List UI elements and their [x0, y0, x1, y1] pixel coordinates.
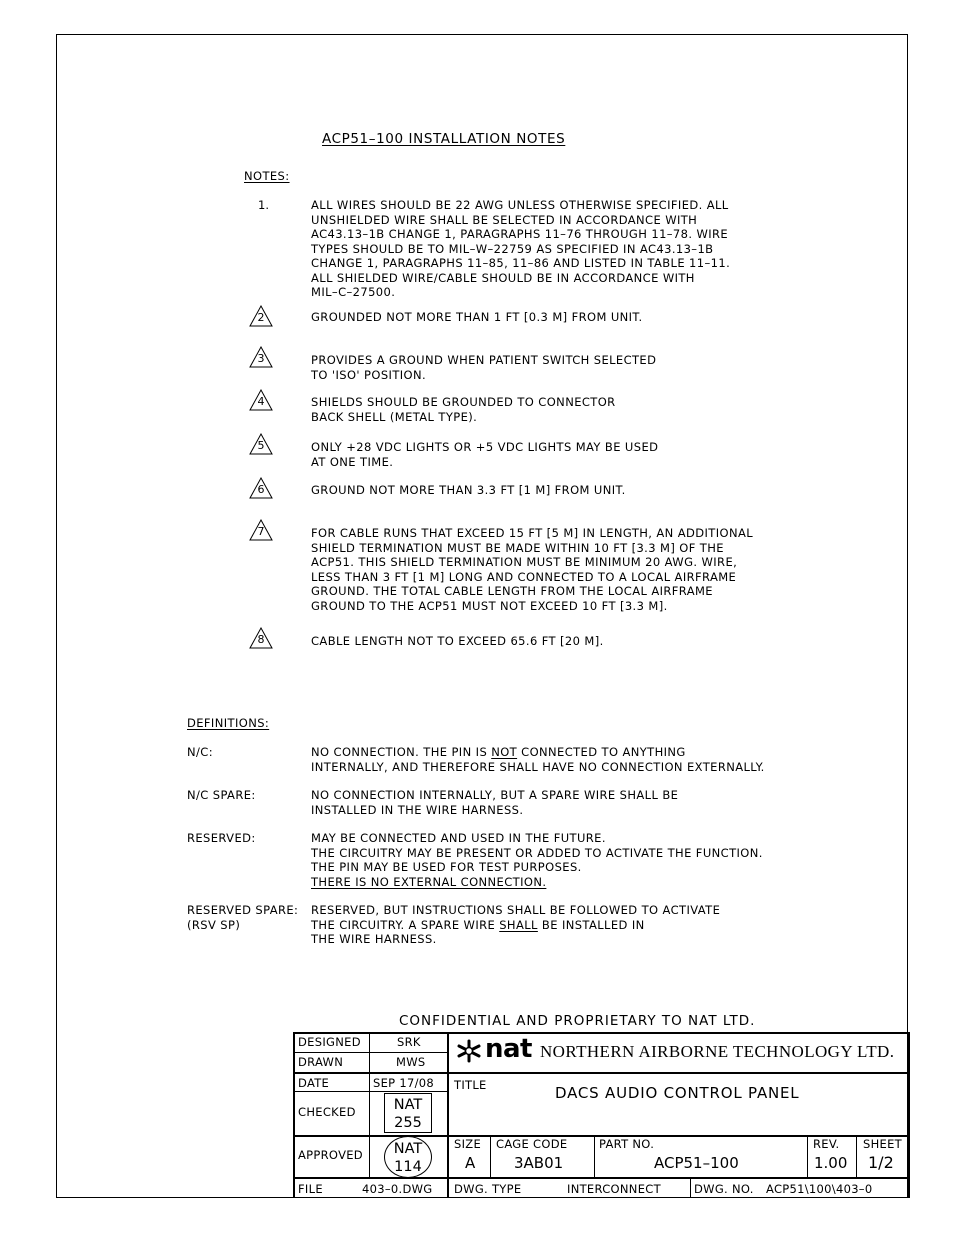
definitions-label: DEFINITIONS: — [187, 716, 270, 730]
note-2-delta-marker: 2 — [249, 305, 273, 327]
size-label: SIZE — [454, 1137, 482, 1151]
note-5-delta-marker: 5 — [249, 433, 273, 455]
note-1-marker: 1. — [258, 198, 269, 212]
note-5-text: ONLY +28 VDC LIGHTS OR +5 VDC LIGHTS MAY BE USED AT ONE TIME. — [311, 440, 659, 469]
nat-logo-text: nat — [485, 1034, 532, 1064]
note-2-text: GROUNDED NOT MORE THAN 1 FT [0.3 M] FROM UNIT. — [311, 310, 643, 324]
checked-label: CHECKED — [298, 1105, 356, 1119]
def-reserved-spare-term: RESERVED SPARE: (RSV SP) — [187, 903, 299, 932]
drawn-value: MWS — [396, 1055, 426, 1069]
note-7-delta-marker: 7 — [249, 519, 273, 541]
def-reserved-spare-text: RESERVED, BUT INSTRUCTIONS SHALL BE FOLLOWED TO ACTIVATE THE CIRCUITRY. A SPARE WIRE SHALL BE INSTALLED IN THE WIRE HARNESS. — [311, 903, 721, 946]
note-1-text: ALL WIRES SHOULD BE 22 AWG UNLESS OTHERWISE SPECIFIED. ALL UNSHIELDED WIRE SHALL BE SELECTED IN ACCORDANCE WITH AC43.13–1B CHANGE 1, PARAGRAPHS 11–76 THROUGH 11–78. WIRE TYPES SHOULD BE TO MIL–W–22759 AS SPECIFIED IN AC43.13–1B CHANGE 1, PARAGRAPHS 11–85, 11–86 AND LISTED IN TABLE 11–11. ALL SHIELDED WIRE/CABLE SHOULD BE IN ACCORDANCE WITH MIL–C–27500. — [311, 198, 731, 299]
file-value: 403–0.DWG — [362, 1182, 433, 1196]
drawn-label: DRAWN — [298, 1055, 344, 1069]
approved-stamp: NAT 114 — [384, 1136, 432, 1178]
designed-label: DESIGNED — [298, 1035, 361, 1049]
def-reserved-text: MAY BE CONNECTED AND USED IN THE FUTURE. THE CIRCUITRY MAY BE PRESENT OR ADDED TO ACTIVATE THE FUNCTION. THE PIN MAY BE USED FOR TEST PURPOSES. THERE IS NO EXTERNAL CONNECTION. — [311, 831, 763, 889]
def-nc-spare-text: NO CONNECTION INTERNALLY, BUT A SPARE WIRE SHALL BE INSTALLED IN THE WIRE HARNESS. — [311, 788, 679, 817]
dwg-type-value: INTERCONNECT — [567, 1182, 661, 1196]
title-label: TITLE — [454, 1078, 487, 1092]
cage-code-value: 3AB01 — [514, 1154, 564, 1172]
rev-label: REV. — [813, 1137, 840, 1151]
drawing-title: DACS AUDIO CONTROL PANEL — [555, 1084, 800, 1102]
def-reserved-term: RESERVED: — [187, 831, 256, 845]
note-8-text: CABLE LENGTH NOT TO EXCEED 65.6 FT [20 M]. — [311, 634, 604, 648]
designed-value: SRK — [397, 1035, 421, 1049]
approved-label: APPROVED — [298, 1148, 363, 1162]
dwg-no-label: DWG. NO. — [694, 1182, 754, 1196]
file-label: FILE — [298, 1182, 323, 1196]
date-value: SEP 17/08 — [373, 1076, 434, 1090]
dwg-no-value: ACP51\100\403–0 — [766, 1182, 873, 1196]
def-nc-text: NO CONNECTION. THE PIN IS NOT CONNECTED TO ANYTHING INTERNALLY, AND THEREFORE SHALL HAVE NO CONNECTION EXTERNALLY. — [311, 745, 765, 774]
note-4-delta-marker: 4 — [249, 389, 273, 411]
cage-code-label: CAGE CODE — [496, 1137, 568, 1151]
date-label: DATE — [298, 1076, 330, 1090]
notes-label: NOTES: — [244, 169, 290, 183]
company-name: NORTHERN AIRBORNE TECHNOLOGY LTD. — [540, 1042, 895, 1061]
note-3-text: PROVIDES A GROUND WHEN PATIENT SWITCH SELECTED TO 'ISO' POSITION. — [311, 353, 657, 382]
def-nc-spare-term: N/C SPARE: — [187, 788, 256, 802]
note-6-text: GROUND NOT MORE THAN 3.3 FT [1 M] FROM UNIT. — [311, 483, 626, 497]
confidential-notice: CONFIDENTIAL AND PROPRIETARY TO NAT LTD. — [399, 1013, 756, 1029]
part-no-label: PART NO. — [599, 1137, 655, 1151]
size-value: A — [465, 1154, 476, 1172]
sheet-value: 1/2 — [868, 1153, 894, 1172]
page-title: ACP51–100 INSTALLATION NOTES — [322, 131, 566, 147]
checked-stamp: NAT 255 — [384, 1093, 432, 1133]
note-4-text: SHIELDS SHOULD BE GROUNDED TO CONNECTOR BACK SHELL (METAL TYPE). — [311, 395, 616, 424]
note-6-delta-marker: 6 — [249, 477, 273, 499]
note-8-delta-marker: 8 — [249, 627, 273, 649]
note-3-delta-marker: 3 — [249, 346, 273, 368]
nat-logo-icon — [454, 1038, 484, 1064]
def-nc-term: N/C: — [187, 745, 213, 759]
sheet-label: SHEET — [863, 1137, 903, 1151]
dwg-type-label: DWG. TYPE — [454, 1182, 522, 1196]
note-7-text: FOR CABLE RUNS THAT EXCEED 15 FT [5 M] IN LENGTH, AN ADDITIONAL SHIELD TERMINATION MUST BE MADE WITHIN 10 FT [3.3 M] OF THE ACP51. THIS SHIELD TERMINATION MUST BE MINIMUM 20 AWG. WIRE, LESS THAN 3 FT [1 M] LONG AND CONNECTED TO A LOCAL AIRFRAME GROUND. THE TOTAL CABLE LENGTH FROM THE LOCAL AIRFRAME GROUND TO THE ACP51 MUST NOT EXCEED 10 FT [3.3 M]. — [311, 526, 754, 613]
part-no-value: ACP51–100 — [654, 1154, 739, 1172]
rev-value: 1.00 — [814, 1154, 848, 1172]
